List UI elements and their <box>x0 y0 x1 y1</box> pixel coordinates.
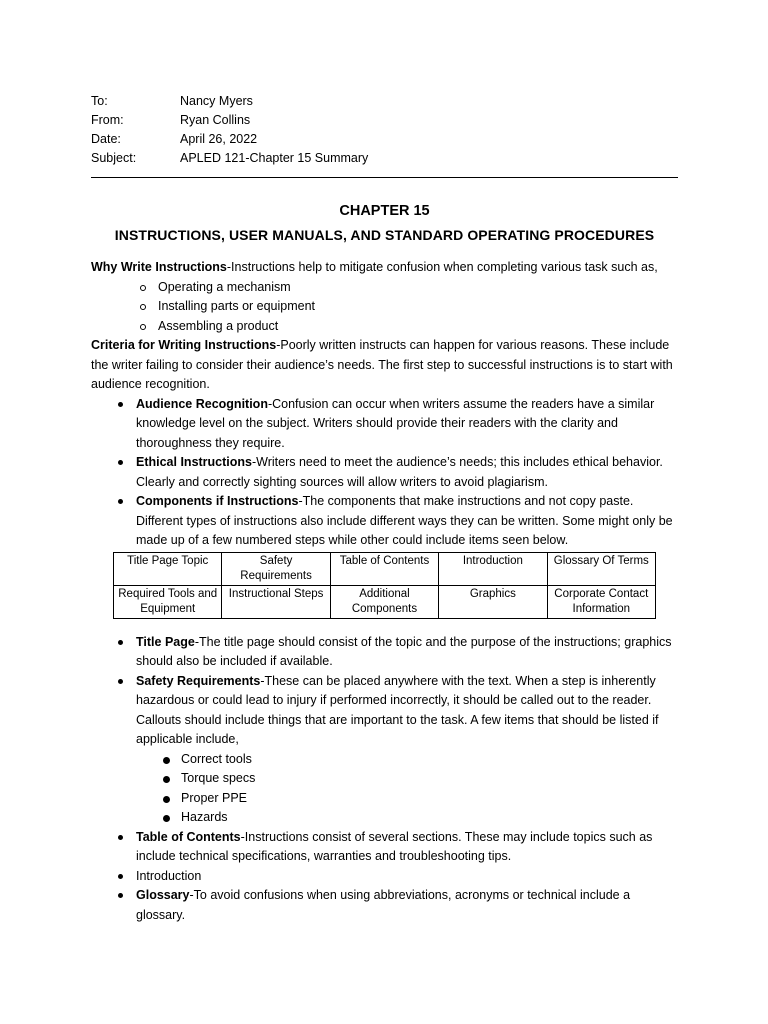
component-bullets <box>91 633 678 926</box>
table-cell: Instructional Steps <box>222 585 330 618</box>
bullet-term: Glossary <box>136 888 190 902</box>
memo-date-label: Date: <box>91 132 121 146</box>
list-item <box>91 672 678 828</box>
why-term: Why Write Instructions <box>91 260 227 274</box>
memo-to-value: Nancy Myers <box>180 94 253 108</box>
header-divider <box>91 177 678 178</box>
bullet-text: -These can be placed anywhere with the text. When a step is inherently hazardous or could lead to injury if performed incorrectly, it should be called out to the reader. Callouts should include things that are important to the task. A few items that should be listed if applicable include, <box>136 673 659 746</box>
table-cell: Corporate Contact Information <box>547 585 655 618</box>
criteria-term: Criteria for Writing Instructions <box>91 338 277 352</box>
list-item: Operating a mechanism <box>91 278 678 298</box>
list-item <box>91 828 678 867</box>
table-row <box>114 585 656 618</box>
criteria-paragraph <box>91 336 678 395</box>
memo-date-value: April 26, 2022 <box>180 132 258 146</box>
list-item <box>91 867 678 887</box>
bullet-text: -Instructions consist of several sections. These may include topics such as include technical specifications, warranties and troubleshooting tips. <box>136 829 653 863</box>
why-paragraph <box>91 258 678 278</box>
safety-items-list <box>136 750 678 828</box>
bullet-text: -The title page should consist of the topic and the purpose of the instructions; graphics should also be included if available. <box>136 634 672 668</box>
list-item <box>91 395 678 454</box>
bullet-text: -Writers need to meet the audience’s needs; this includes ethical behavior. Clearly and correctly sighting sources will allow writers to avoid plagiarism. <box>136 455 663 489</box>
list-item <box>91 492 678 551</box>
memo-header <box>91 92 678 168</box>
bullet-text: -To avoid confusions when using abbreviations, acronyms or technical include a glossary. <box>136 888 631 922</box>
table-cell: Glossary Of Terms <box>547 552 655 585</box>
why-list <box>91 278 678 337</box>
chapter-subtitle: INSTRUCTIONS, USER MANUALS, AND STANDARD OPERATING PROCEDURES <box>114 227 655 243</box>
table-cell: Table of Contents <box>330 552 438 585</box>
memo-to-label: To: <box>91 94 108 108</box>
bullet-term: Title Page <box>136 634 195 649</box>
list-item <box>91 453 678 492</box>
bullet-term: Safety Requirements <box>136 673 261 688</box>
table-row <box>114 552 656 585</box>
criteria-bullets <box>91 395 678 551</box>
components-table <box>113 552 656 619</box>
bullet-term: Audience Recognition <box>136 396 268 411</box>
list-item: Proper PPE <box>136 789 678 809</box>
list-item: Torque specs <box>136 769 678 789</box>
list-item <box>91 886 678 925</box>
memo-from-row <box>91 111 678 130</box>
memo-subject-label: Subject: <box>91 151 137 165</box>
bullet-text: -Confusion can occur when writers assume the readers have a similar knowledge level on the subject. Writers should provide their readers with the clarity and thoroughness they require. <box>136 396 655 450</box>
memo-from-label: From: <box>91 113 124 127</box>
table-cell: Graphics <box>439 585 547 618</box>
memo-from-value: Ryan Collins <box>180 113 251 127</box>
bullet-term: Ethical Instructions <box>136 455 252 469</box>
list-item: Assembling a product <box>91 317 678 337</box>
memo-document <box>91 92 678 925</box>
list-item: Hazards <box>136 808 678 828</box>
list-item <box>91 633 678 672</box>
table-cell: Required Tools and Equipment <box>114 585 222 618</box>
why-text: -Instructions help to mitigate confusion when completing various task such as, <box>226 260 658 274</box>
table-cell: Title Page Topic <box>114 552 222 585</box>
criteria-text: -Poorly written instructs can happen for various reasons. These include the writer failing to consider their audience’s needs. The first step to successful instructions is to start with audience recognition. <box>91 338 673 391</box>
memo-subject-value: APLED 121-Chapter 15 Summary <box>180 151 369 165</box>
bullet-term: Components if Instructions <box>136 494 299 508</box>
list-item: Installing parts or equipment <box>91 297 678 317</box>
table-cell: Safety Requirements <box>222 552 330 585</box>
table-cell: Introduction <box>439 552 547 585</box>
bullet-text: -The components that make instructions and not copy paste. Different types of instructions also include different ways they can be written. Some might only be made up of a few numbered steps while other could include items seen below. <box>136 494 673 547</box>
memo-subject-row <box>91 149 678 168</box>
chapter-title: CHAPTER 15 <box>339 203 430 219</box>
list-item: Correct tools <box>136 750 678 770</box>
memo-date-row <box>91 130 678 149</box>
table-cell: Additional Components <box>330 585 438 618</box>
bullet-term: Table of Contents <box>136 829 241 844</box>
bullet-term: Introduction <box>136 868 202 883</box>
memo-to-row <box>91 92 678 111</box>
